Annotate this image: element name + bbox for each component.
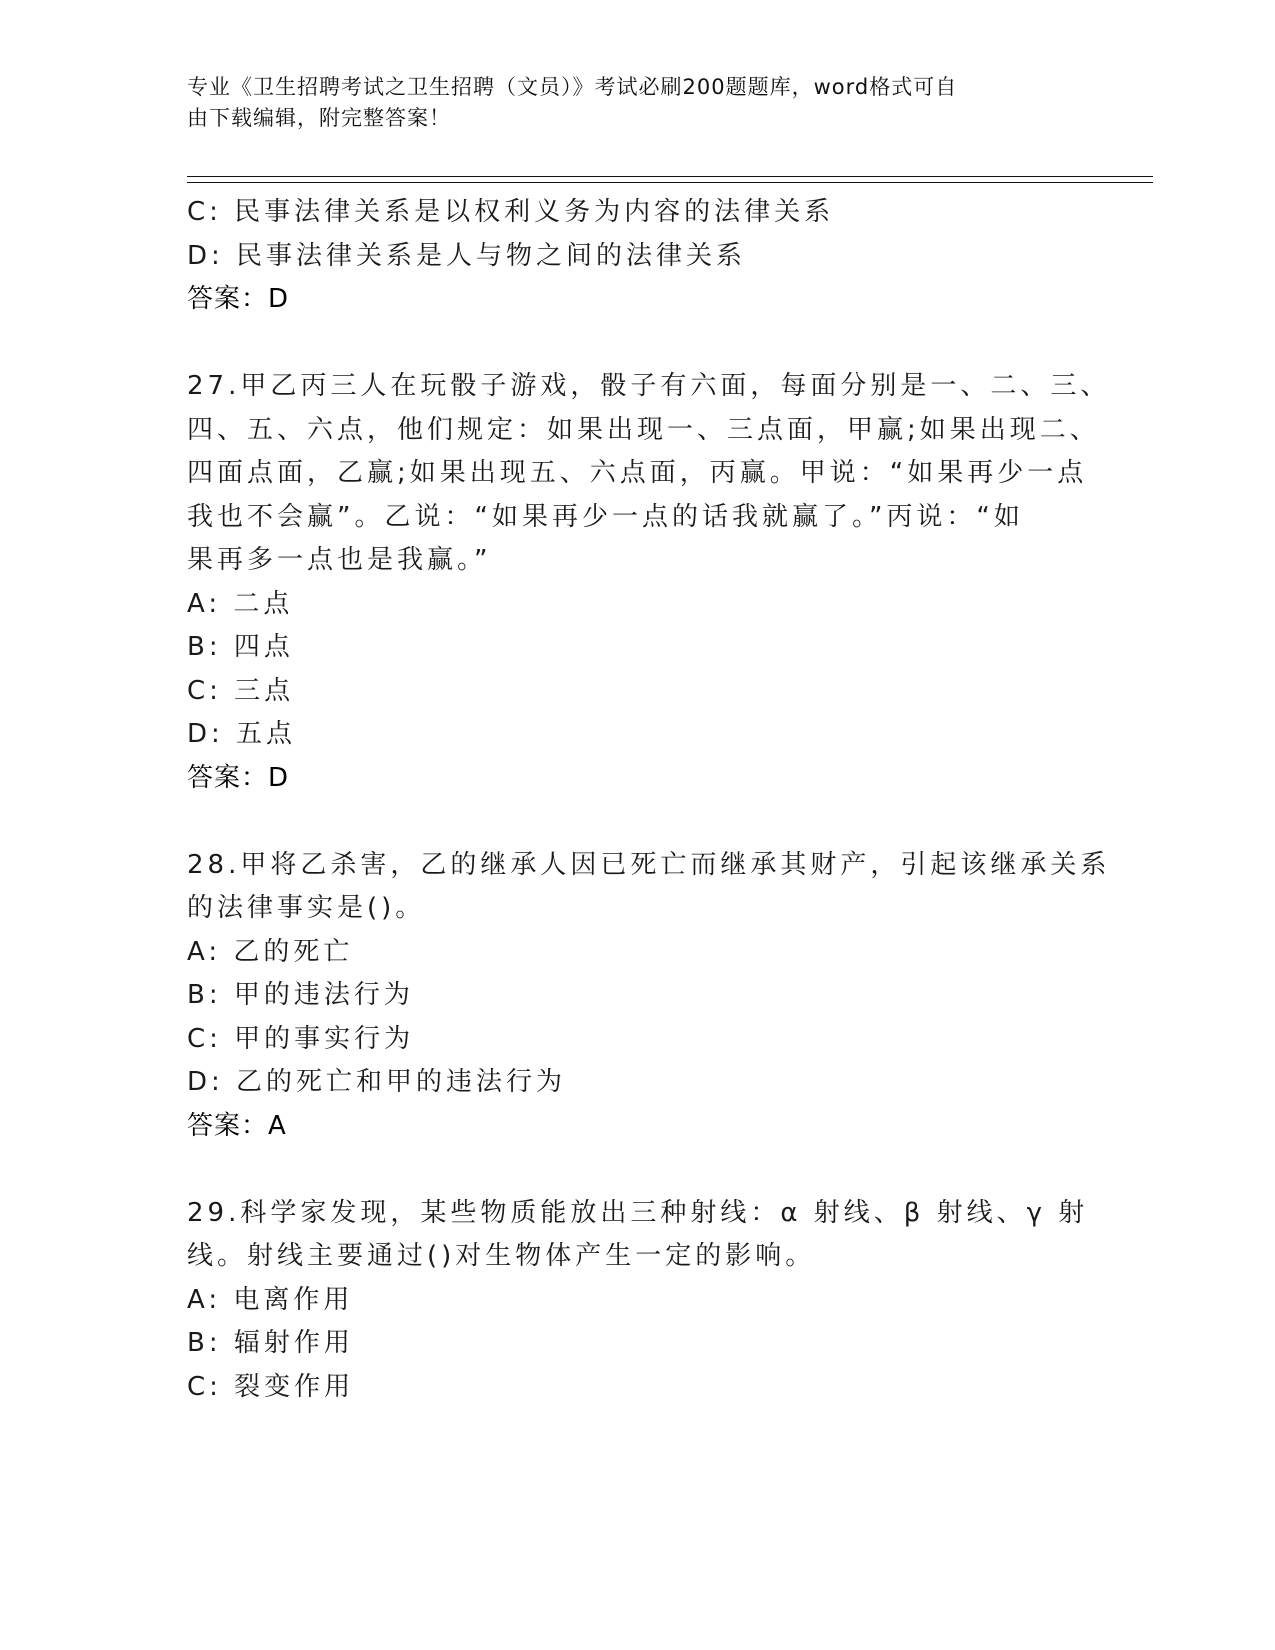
q28-option-b: B: 甲的违法行为 — [187, 980, 414, 1010]
q26-option-d: D: 民事法律关系是人与物之间的法律关系 — [187, 241, 747, 271]
q28-option-c: C: 甲的事实行为 — [187, 1024, 415, 1054]
q27-answer: 答案：D — [187, 763, 290, 793]
q29-option-a: A: 电离作用 — [187, 1285, 354, 1315]
q28-stem-line-2: 的法律事实是()。 — [187, 893, 426, 923]
q28-option-d: D: 乙的死亡和甲的违法行为 — [187, 1067, 567, 1097]
q26-option-c: C: 民事法律关系是以权利义务为内容的法律关系 — [187, 197, 835, 227]
q28-stem-line-1: 28.甲将乙杀害，乙的继承人因已死亡而继承其财产，引起该继承关系 — [187, 850, 1111, 880]
header-title-line-2: 由下载编辑，附完整答案！ — [187, 106, 451, 130]
q29-stem-line-2: 线。射线主要通过()对生物体产生一定的影响。 — [187, 1241, 816, 1271]
q27-option-c: C: 三点 — [187, 676, 295, 706]
q27-option-a: A: 二点 — [187, 589, 294, 619]
q27-option-b: B: 四点 — [187, 632, 294, 662]
header-title-line-1: 专业《卫生招聘考试之卫生招聘（文员）》考试必刷200题题库，word格式可自 — [187, 75, 958, 99]
q27-stem-line-2: 四、五、六点，他们规定：如果出现一、三点面，甲赢;如果出现二、 — [187, 415, 1100, 445]
q27-stem-line-4: 我也不会赢”。乙说：“如果再少一点的话我就赢了。”丙说：“如 — [187, 502, 1024, 532]
q26-answer: 答案：D — [187, 284, 290, 314]
q29-option-c: C: 裂变作用 — [187, 1372, 355, 1402]
q27-stem-line-3: 四面点面，乙赢;如果出现五、六点面，丙赢。甲说：“如果再少一点 — [187, 458, 1088, 488]
q29-option-b: B: 辐射作用 — [187, 1328, 354, 1358]
header-divider-bottom — [187, 182, 1153, 183]
q28-option-a: A: 乙的死亡 — [187, 937, 354, 967]
q29-stem-line-1: 29.科学家发现，某些物质能放出三种射线：α 射线、β 射线、γ 射 — [187, 1198, 1089, 1228]
header-divider-top — [187, 176, 1153, 177]
q27-stem-line-5: 果再多一点也是我赢。” — [187, 545, 492, 575]
document-header — [187, 72, 1067, 134]
q27-stem-line-1: 27.甲乙丙三人在玩骰子游戏，骰子有六面，每面分别是一、二、三、 — [187, 371, 1111, 401]
q27-option-d: D: 五点 — [187, 719, 297, 749]
q28-answer: 答案：A — [187, 1111, 287, 1141]
